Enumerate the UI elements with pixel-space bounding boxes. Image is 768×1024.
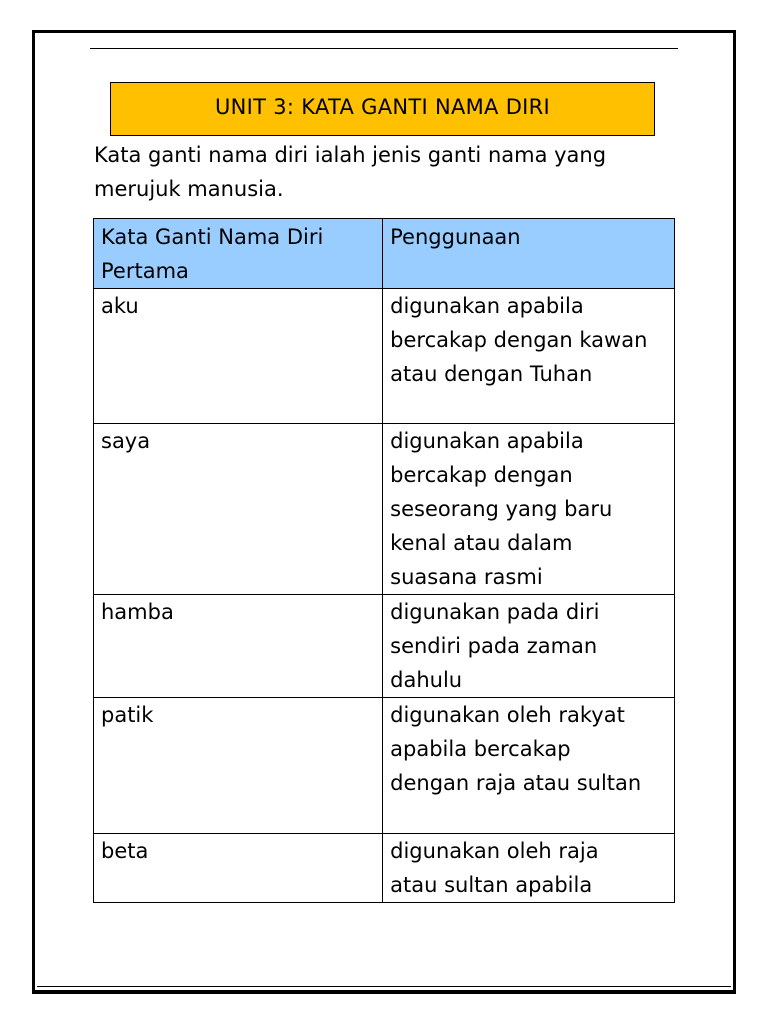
usage-text: digunakan pada diri sendiri pada zaman dahulu	[390, 600, 600, 692]
usage-cell	[383, 834, 675, 903]
pronoun-cell: saya	[94, 424, 383, 595]
unit-title: UNIT 3: KATA GANTI NAMA DIRI	[110, 82, 655, 136]
table-row	[94, 595, 675, 698]
usage-cell	[383, 595, 675, 698]
usage-cell	[383, 698, 675, 834]
table-row	[94, 698, 675, 834]
intro-paragraph: Kata ganti nama diri ialah jenis ganti nama yang merujuk manusia.	[94, 143, 607, 201]
header-pronoun: Kata Ganti Nama Diri Pertama	[94, 219, 383, 289]
usage-text: digunakan oleh raja atau sultan apabila	[390, 839, 599, 897]
usage-cell	[383, 289, 675, 424]
pronoun-cell: aku	[94, 289, 383, 424]
table-row	[94, 289, 675, 424]
table-row	[94, 424, 675, 595]
pronoun-table	[93, 218, 675, 903]
table-header-row	[94, 219, 675, 289]
pronoun-cell: hamba	[94, 595, 383, 698]
pronoun-cell: patik	[94, 698, 383, 834]
top-divider	[90, 48, 678, 49]
header-usage: Penggunaan	[383, 219, 675, 289]
table-row	[94, 834, 675, 903]
usage-cell	[383, 424, 675, 595]
pronoun-cell: beta	[94, 834, 383, 903]
usage-text: digunakan apabila bercakap dengan kawan atau dengan Tuhan	[390, 294, 648, 386]
usage-text: digunakan oleh rakyat apabila bercakap dengan raja atau sultan	[390, 703, 642, 795]
usage-text: digunakan apabila bercakap dengan seseorang yang baru kenal atau dalam suasana rasmi	[390, 429, 613, 589]
